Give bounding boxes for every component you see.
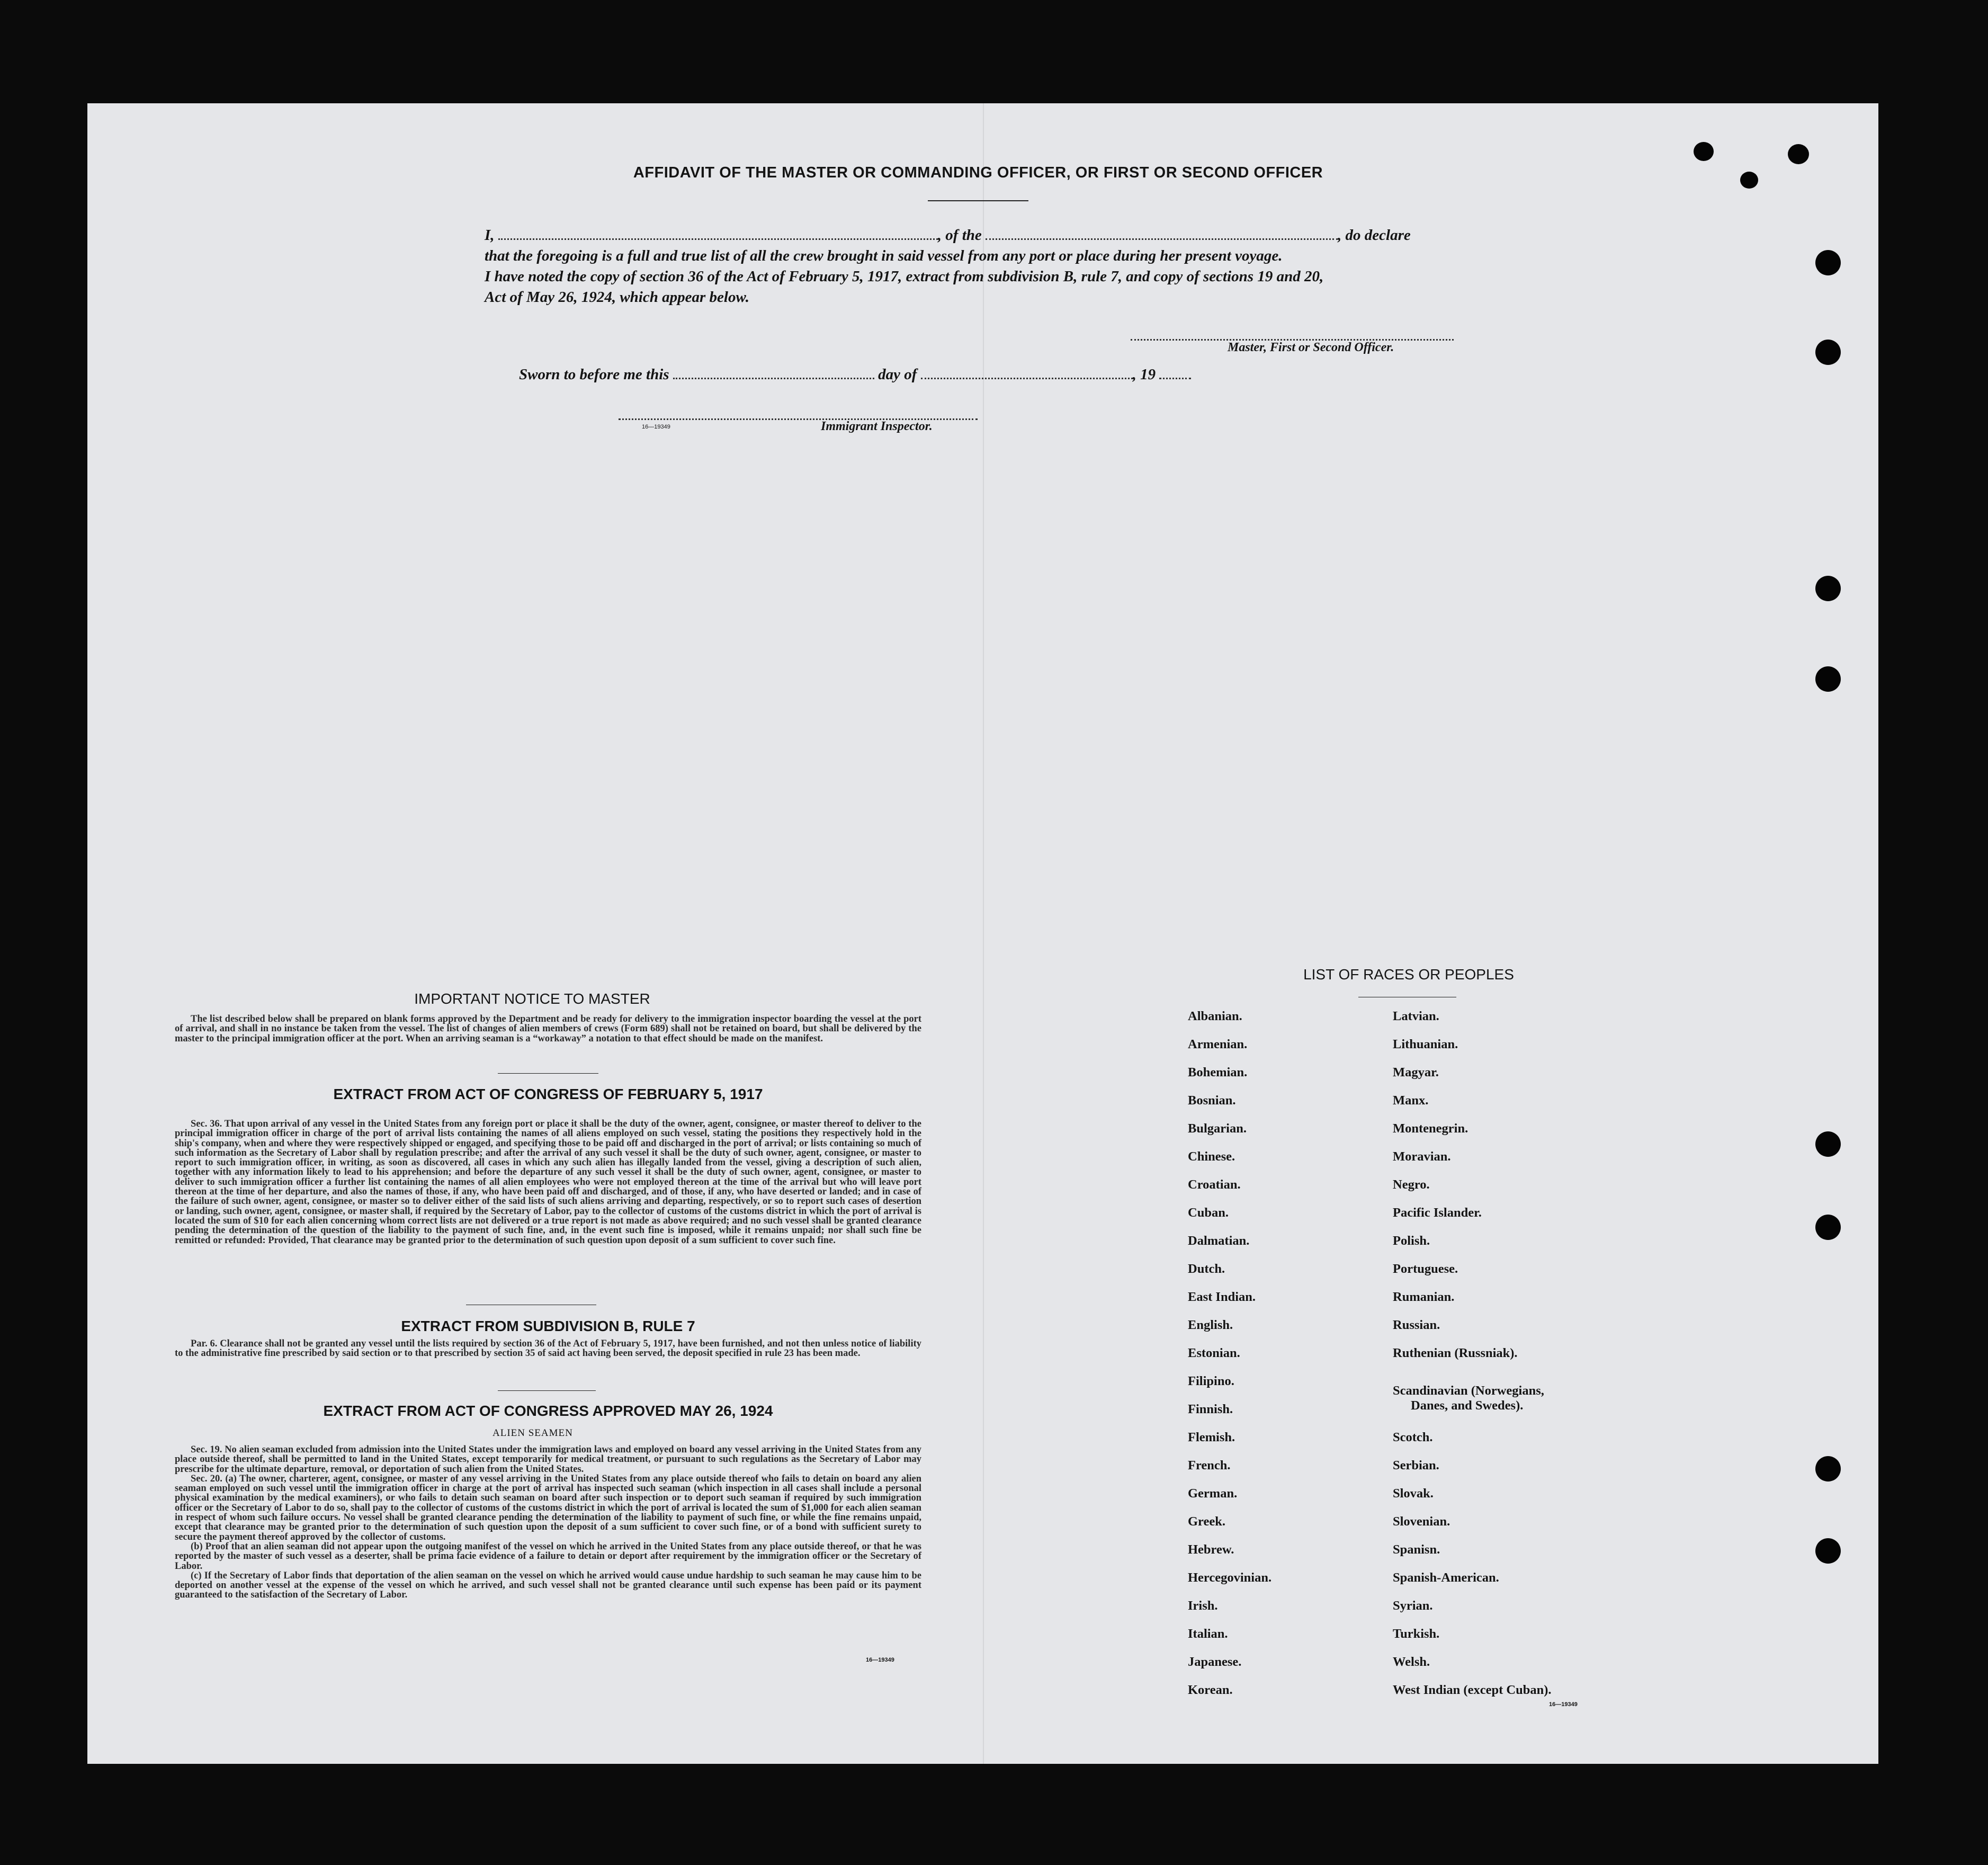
race-item: Latvian. — [1393, 1009, 1439, 1023]
race-item: Dalmatian. — [1188, 1234, 1250, 1248]
punch-hole — [1694, 142, 1714, 161]
race-item: Slovenian. — [1393, 1514, 1450, 1529]
race-item: Bosnian. — [1188, 1093, 1236, 1108]
vessel-name-field[interactable] — [986, 227, 1338, 240]
race-item: Polish. — [1393, 1234, 1430, 1248]
do-declare-label: , do declare — [1338, 227, 1411, 244]
race-item: Spanisn. — [1393, 1542, 1440, 1557]
inspector-label: Immigrant Inspector. — [821, 420, 933, 433]
race-item: Finnish. — [1188, 1402, 1233, 1416]
race-item: Korean. — [1188, 1683, 1233, 1697]
race-item: Hercegovinian. — [1188, 1570, 1272, 1585]
race-item: English. — [1188, 1318, 1233, 1332]
section-36-paragraph: Sec. 36. That upon arrival of any vessel in the United States from any foreign port or place it shall be the duty of the owner, agent, consignee, or master thereof to deliver to the principal immigration officer in charge of the port of arrival lists containing the names of all aliens employed on such vessel, stating the positions they respectively hold in the ship's company, when and where they were respectively shipped or engaged, and specifying those to be paid off and discharged in the port of arrival; or lists containing so much of such information as the Secretary of Labor shall by regulation prescribe; and after the arrival of any such vessel it shall be the duty of such owner, agent, consignee, or master to report to such immigration officer, in writing, as soon as discovered, all cases in which any such alien has illegally landed from the vessel, giving a description of such alien, together with any information likely to lead to his apprehension; and before the departure of any such vessel it shall be the duty of such owner, agent, consignee, or master to deliver to such immigration officer a further list containing the names of all alien employees who were not employed thereon at the time of the arrival but who will leave port thereon at the time of her departure, and also the names of those, if any, who have been paid off and discharged, and of those, if any, who have deserted or landed; and in case of the failure of such owner, agent, consignee, or master so to deliver either of the said lists of such aliens arriving and departing, respectively, or so to report such cases of desertion or landing, such owner, agent, consignee, or master shall, if required by the Secretary of Labor, pay to the collector of customs of the customs district in which the port of arrival is located the sum of $10 for each alien concerning whom correct lists are not delivered or a true report is not made as above required; and no such vessel shall be granted clearance pending the determination of the question of the liability to the payment of such fine, and, in the event such fine is imposed, while it remains unpaid; nor shall such fine be remitted or refunded: Provided, That clearance may be granted prior to the determination of such question upon deposit of a sum sufficient to cover such fine. — [175, 1119, 921, 1246]
race-item: Scotch. — [1393, 1430, 1433, 1444]
notice-form-number: 16—19349 — [866, 1657, 894, 1663]
race-item: Japanese. — [1188, 1655, 1242, 1669]
punch-hole — [1815, 1131, 1841, 1157]
race-item: Magyar. — [1393, 1065, 1439, 1079]
race-item: Dutch. — [1188, 1262, 1225, 1276]
punch-hole — [1815, 666, 1841, 692]
affidavit-form-number: 16—19349 — [642, 424, 670, 430]
race-item: Estonian. — [1188, 1346, 1240, 1360]
extract-1917-title: EXTRACT FROM ACT OF CONGRESS OF FEBRUARY 5, 1917 — [333, 1086, 763, 1102]
race-item: Chinese. — [1188, 1149, 1235, 1164]
extract-1924-title: EXTRACT FROM ACT OF CONGRESS APPROVED MAY 26, 1924 — [323, 1403, 773, 1419]
punch-hole — [1815, 340, 1841, 365]
master-signature-field[interactable] — [1131, 327, 1454, 341]
race-item: Lithuanian. — [1393, 1037, 1458, 1051]
inspector-signature-field[interactable] — [619, 407, 978, 420]
year-label: , 19 — [1132, 366, 1156, 383]
race-item: Pacific Islander. — [1393, 1206, 1482, 1220]
section-20a-paragraph: Sec. 20. (a) The owner, charterer, agent, consignee, or master of any vessel arriving in the United States from any place outside thereof who fails to detain on board any alien seaman employed on such vessel until the immigration officer in charge at the port of arrival has inspected such seaman (which inspection in all cases shall include a personal physical examination by the medical examiners), or who fails to detain such seaman on board after such inspection or to deport such seaman if required by such immigration officer or the Secretary of Labor to do so, shall pay to the collector of customs of the customs district in which the port of arrival is located the sum of $1,000 for each alien seaman in respect of whom such failure occurs. No vessel shall be granted clearance pending the determination of the liability to payment of such fine, or while the fine remains unpaid, except that clearance may be granted prior to the determination of such question upon the deposit of a sum sufficient to cover such fine, or of a bond with sufficient surety to secure the payment thereof approved by the collector of customs. — [175, 1473, 921, 1542]
notice-paragraph: The list described below shall be prepared on blank forms approved by the Department and be ready for delivery to the immigration inspector boarding the vessel at the port of arrival, and shall in no instance be taken from the vessel. The list of changes of alien members of crews (Form 689) shall not be retained on board, but shall be delivered by the master to the principal immigration officer at the port. When an arriving seaman is a “workaway” a notation to that effect should be made on the manifest. — [175, 1014, 921, 1044]
page-fold — [983, 103, 984, 1764]
race-item: Cuban. — [1188, 1206, 1229, 1220]
extract-1917-text — [175, 1119, 921, 1245]
race-item: Bohemian. — [1188, 1065, 1248, 1079]
race-item: East Indian. — [1188, 1290, 1256, 1304]
sworn-day-field[interactable] — [673, 366, 874, 379]
race-item: Bulgarian. — [1188, 1121, 1247, 1136]
punch-hole — [1740, 172, 1758, 189]
section-rule — [498, 1390, 596, 1391]
race-item: Negro. — [1393, 1177, 1430, 1192]
extract-1924-text — [175, 1445, 921, 1600]
race-item: Scandinavian (Norwegians, — [1393, 1384, 1544, 1398]
race-item: Welsh. — [1393, 1655, 1430, 1669]
alien-seamen-heading: ALIEN SEAMEN — [492, 1427, 573, 1439]
race-item: Montenegrin. — [1393, 1121, 1468, 1136]
races-title: LIST OF RACES OR PEOPLES — [1303, 966, 1514, 983]
race-item: Spanish-American. — [1393, 1570, 1499, 1585]
race-item: Portuguese. — [1393, 1262, 1458, 1276]
affidavit-line-3: I have noted the copy of section 36 of the Act of February 5, 1917, extract from subdivision B, rule 7, and copy of sections 19 and 20, — [485, 268, 1324, 285]
subdivision-b-text — [175, 1339, 921, 1359]
section-rule — [498, 1073, 598, 1074]
declarant-prefix: I, — [485, 227, 495, 244]
punch-hole — [1815, 576, 1841, 601]
subdivision-b-title: EXTRACT FROM SUBDIVISION B, RULE 7 — [401, 1318, 695, 1334]
sworn-label: Sworn to before me this — [519, 366, 669, 383]
race-item: Irish. — [1188, 1599, 1218, 1613]
sworn-year-field[interactable] — [1159, 366, 1191, 379]
race-item: Russian. — [1393, 1318, 1440, 1332]
race-item: Ruthenian (Russniak). — [1393, 1346, 1518, 1360]
race-item: Hebrew. — [1188, 1542, 1234, 1557]
races-form-number: 16—19349 — [1549, 1701, 1578, 1708]
day-of-label: day of — [878, 366, 917, 383]
notice-title: IMPORTANT NOTICE TO MASTER — [414, 990, 650, 1007]
affidavit-title: AFFIDAVIT OF THE MASTER OR COMMANDING OFFICER, OR FIRST OR SECOND OFFICER — [633, 164, 1323, 181]
race-item: Moravian. — [1393, 1149, 1451, 1164]
race-item: Flemish. — [1188, 1430, 1235, 1444]
affidavit-line-4: Act of May 26, 1924, which appear below. — [485, 289, 749, 306]
race-item: Turkish. — [1393, 1627, 1440, 1641]
race-item: Albanian. — [1188, 1009, 1242, 1023]
race-item: Croatian. — [1188, 1177, 1241, 1192]
punch-hole — [1815, 1215, 1841, 1240]
declarant-name-field[interactable] — [498, 227, 938, 240]
race-item: Italian. — [1188, 1627, 1228, 1641]
race-item: Greek. — [1188, 1514, 1225, 1529]
par-6-paragraph: Par. 6. Clearance shall not be granted any vessel until the lists required by section 36 of the Act of February 5, 1917, have been furnished, and not then unless notice of liability to the administrative fine prescribed by said section or to that prescribed by section 35 of said act having been served, the deposit specified in rule 23 has been made. — [175, 1338, 921, 1359]
punch-hole — [1815, 250, 1841, 275]
title-rule — [928, 200, 1028, 201]
affidavit-line-1 — [485, 225, 1411, 246]
race-item: German. — [1188, 1486, 1238, 1501]
notice-text — [175, 1014, 921, 1043]
section-20c-paragraph: (c) If the Secretary of Labor finds that deportation of the alien seaman on the vessel on which he arrived would cause undue hardship to such seaman he may cause him to be deported on another vessel at the expense of the vessel on which he arrived, and such vessel shall not be granted clearance until such expense has been paid or its payment guaranteed to the satisfaction of the Secretary of Labor. — [175, 1570, 921, 1601]
race-item: Manx. — [1393, 1093, 1429, 1108]
race-item: Syrian. — [1393, 1599, 1433, 1613]
sworn-month-field[interactable] — [921, 366, 1133, 379]
race-item: Armenian. — [1188, 1037, 1248, 1051]
race-item: Rumanian. — [1393, 1290, 1455, 1304]
race-item: Serbian. — [1393, 1458, 1439, 1473]
affidavit-line-2: that the foregoing is a full and true list of all the crew brought in said vessel from any port or place during her present voyage. — [485, 247, 1283, 264]
master-signature-label: Master, First or Second Officer. — [1228, 341, 1394, 354]
sworn-line — [519, 364, 1191, 385]
race-item: Danes, and Swedes). — [1411, 1398, 1524, 1413]
race-item: Slovak. — [1393, 1486, 1434, 1501]
punch-hole — [1788, 144, 1809, 164]
punch-hole — [1815, 1456, 1841, 1482]
section-20b-paragraph: (b) Proof that an alien seaman did not appear upon the outgoing manifest of the vessel on which he arrived in the United States from any place outside thereof, or that he was reported by the master of such vessel as a deserter, shall be prima facie evidence of a failure to detain or deport after requirement by the immigration officer or the Secretary of Labor. — [175, 1541, 921, 1572]
race-item: West Indian (except Cuban). — [1393, 1683, 1552, 1697]
race-item: French. — [1188, 1458, 1231, 1473]
punch-hole — [1815, 1538, 1841, 1564]
race-item: Filipino. — [1188, 1374, 1234, 1388]
of-the-label: , of the — [937, 227, 982, 244]
section-19-paragraph: Sec. 19. No alien seaman excluded from admission into the United States under the immigration laws and employed on board any vessel arriving in the United States from any place outside thereof, shall be permitted to land in the United States, except temporarily for medical treatment, or pursuant to such regulations as the Secretary of Labor may prescribe for the ultimate departure, removal, or deportation of such alien from the United States. — [175, 1444, 921, 1475]
